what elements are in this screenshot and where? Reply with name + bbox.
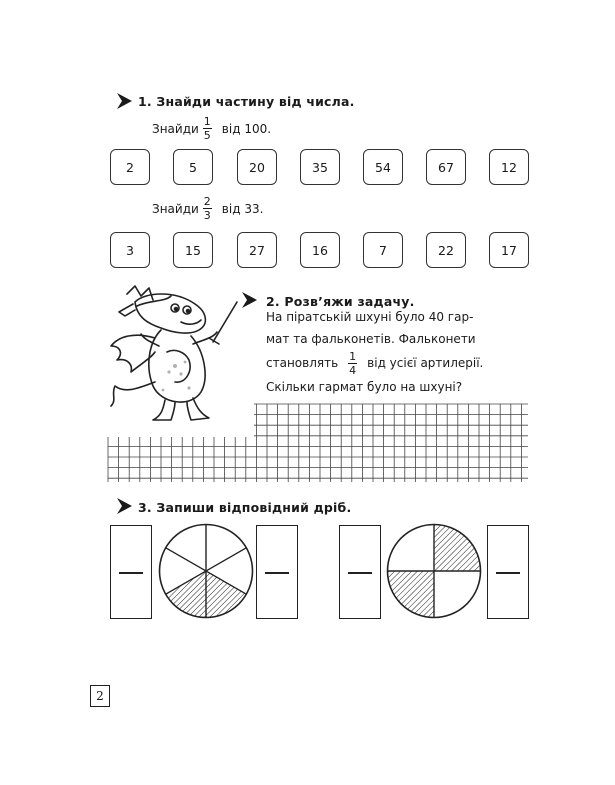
circle-quarters-diagram xyxy=(386,523,482,619)
answer-box[interactable]: 12 xyxy=(489,149,529,185)
answer-box[interactable]: 35 xyxy=(300,149,340,185)
task1-part-b-prompt xyxy=(152,196,263,221)
answer-box[interactable]: 27 xyxy=(237,232,277,268)
task2-title: 2. Розв’яжи задачу. xyxy=(266,294,415,309)
prompt-suffix: від 33. xyxy=(221,201,264,216)
problem-line: На піратській шхуні було 40 гар- xyxy=(266,310,474,324)
answer-box[interactable]: 2 xyxy=(110,149,150,185)
arrow-icon xyxy=(240,291,258,309)
task1-title: 1. Знайди частину від числа. xyxy=(138,94,355,109)
prompt-prefix: Знайди xyxy=(152,201,199,216)
task2-problem-text xyxy=(266,306,531,398)
dragon-illustration xyxy=(105,282,245,432)
answer-box[interactable]: 3 xyxy=(110,232,150,268)
prompt-suffix: від 100. xyxy=(221,121,272,136)
arrow-icon xyxy=(115,497,133,515)
fraction-answer-frame[interactable] xyxy=(256,525,298,619)
answer-box[interactable]: 16 xyxy=(300,232,340,268)
problem-line-part: становлять xyxy=(266,356,339,370)
answer-box[interactable]: 67 xyxy=(426,149,466,185)
fraction-denominator: 5 xyxy=(203,129,211,142)
answer-box[interactable]: 5 xyxy=(173,149,213,185)
fraction-denominator: 3 xyxy=(203,209,211,222)
prompt-prefix: Знайди xyxy=(152,121,199,136)
fraction-answer-frame[interactable] xyxy=(339,525,381,619)
answer-box[interactable]: 54 xyxy=(363,149,403,185)
task1-part-a-prompt xyxy=(152,116,271,141)
arrow-icon xyxy=(115,92,133,110)
fraction-answer-frame[interactable] xyxy=(110,525,152,619)
problem-line-part: від усієї артилерії. xyxy=(367,356,484,370)
fraction-numerator: 1 xyxy=(349,349,357,363)
fraction-numerator: 1 xyxy=(203,115,211,128)
answer-box[interactable]: 17 xyxy=(489,232,529,268)
circle-sixths-diagram xyxy=(158,523,254,619)
fraction-denominator: 4 xyxy=(349,363,357,377)
problem-line: мат та фальконетів. Фальконети xyxy=(266,332,476,346)
fraction-numerator: 2 xyxy=(203,195,211,208)
answer-box[interactable]: 20 xyxy=(237,149,277,185)
fraction xyxy=(348,351,357,376)
fraction-answer-frame[interactable] xyxy=(487,525,529,619)
task3-title: 3. Запиши відповідний дріб. xyxy=(138,500,352,515)
answer-box[interactable]: 15 xyxy=(173,232,213,268)
answer-box[interactable]: 7 xyxy=(363,232,403,268)
problem-line xyxy=(266,350,531,376)
fraction xyxy=(203,196,212,221)
page-number: 2 xyxy=(90,685,110,707)
answer-box[interactable]: 22 xyxy=(426,232,466,268)
fraction xyxy=(203,116,212,141)
problem-line: Скільки гармат було на шхуні? xyxy=(266,380,463,394)
